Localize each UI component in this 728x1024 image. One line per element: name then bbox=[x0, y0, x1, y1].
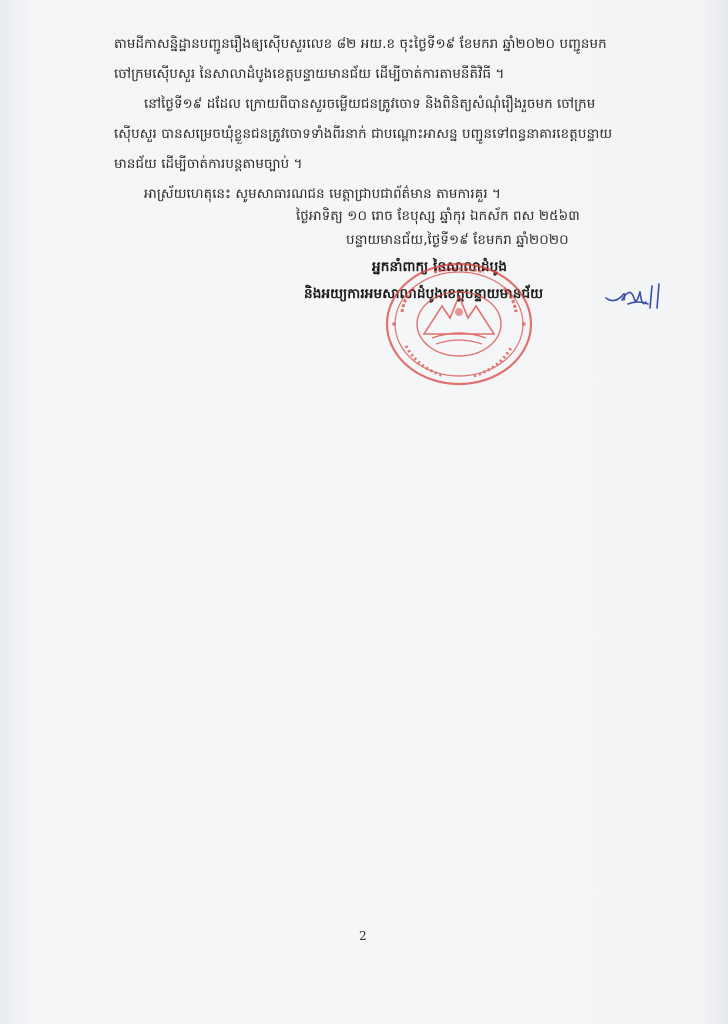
body-line-6: អាស្រ័យហេតុនេះ សូមសាធារណជន មេត្តាជ្រាបជាព័ត៌មាន តាមការគួរ ។ bbox=[144, 187, 501, 202]
signatory-title-line-2: និងអយ្យការអមសាលាដំបូងខេត្តបន្ទាយមានជ័យ bbox=[304, 286, 544, 302]
date-place: បន្ទាយមានជ័យ,ថ្ងៃទី១៩ ខែមករា ឆ្នាំ២០២០ bbox=[346, 233, 569, 248]
body-line-3: នៅថ្ងៃទី១៩ ដដែល ក្រោយពីបានសួរចម្លើយជនត្រូវចោទ និងពិនិត្យសំណុំរឿងរួចមក ចៅក្រម bbox=[144, 97, 596, 112]
body-line-5: មានជ័យ ដើម្បីចាត់ការបន្តតាមច្បាប់ ។ bbox=[114, 157, 303, 172]
body-line-4: ស៊ើបសួរ បានសម្រេចឃុំខ្លួនជនត្រូវចោទទាំងពីរនាក់ ជាបណ្តោះអាសន្ន បញ្ជូនទៅពន្ធនាគារខេត្តបន្ទាយ bbox=[114, 127, 613, 142]
handwritten-signature-icon bbox=[604, 278, 666, 314]
date-lunar: ថ្ងៃអាទិត្យ ១០ រោច ខែបុស្ស ឆ្នាំកុរ ឯកស័ក ពស ២៥៦៣ bbox=[296, 209, 580, 224]
page-number: 2 bbox=[359, 929, 367, 943]
signatory-title-line-1: អ្នកនាំពាក្យ នៃសាលាដំបូង bbox=[372, 259, 508, 275]
body-line-2: ចៅក្រមស៊ើបសួរ នៃសាលាដំបូងខេត្តបន្ទាយមានជ័យ ដើម្បីចាត់ការតាមនីតិវិធី ។ bbox=[114, 67, 505, 82]
official-seal-icon bbox=[384, 262, 534, 386]
body-line-1: តាមដីកាសន្និដ្ឋានបញ្ជូនរឿងឲ្យស៊ើបសួរលេខ ៨២ អយ.ខ ចុះថ្ងៃទី១៩ ខែមករា ឆ្នាំ២០២០ បញ្ជូនមក bbox=[114, 37, 607, 52]
